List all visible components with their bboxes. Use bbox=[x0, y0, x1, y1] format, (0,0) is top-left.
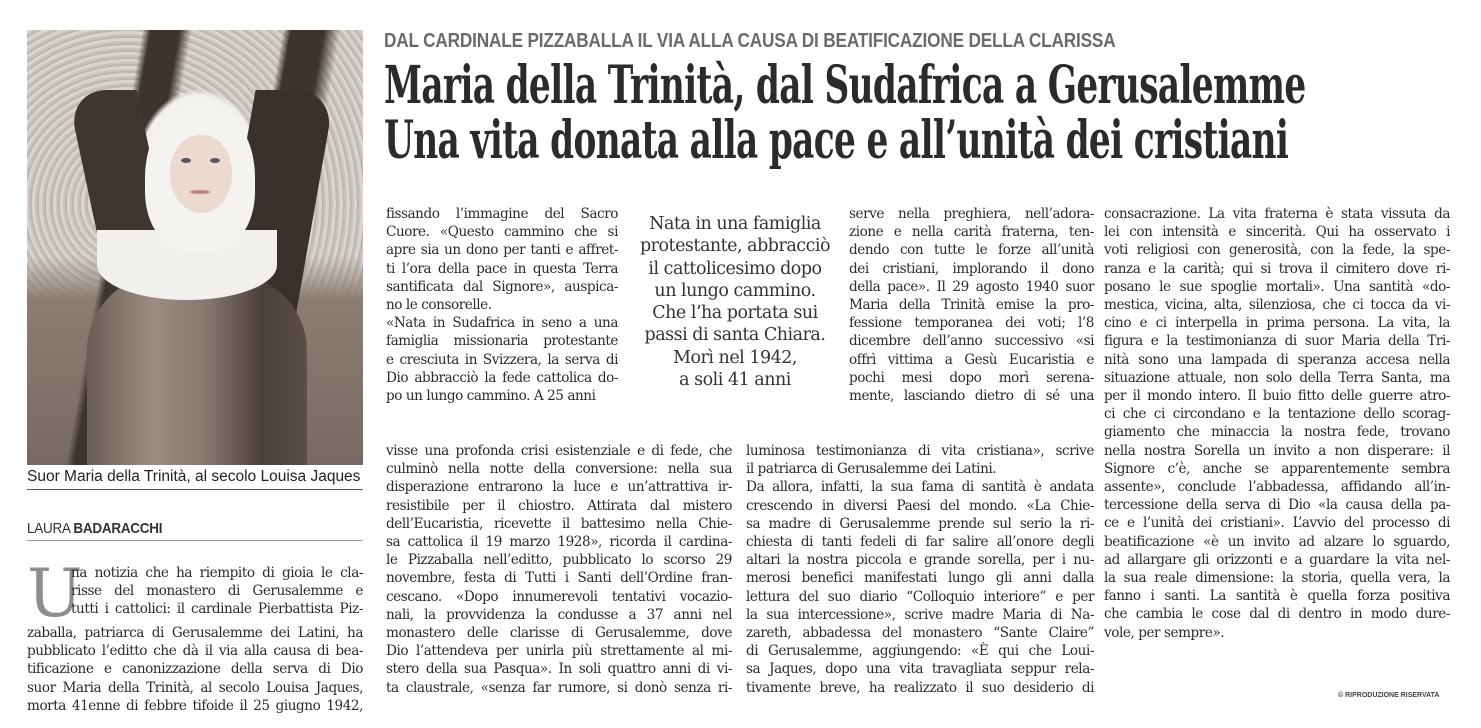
text-line: no le consorelle. bbox=[386, 297, 492, 314]
photo-caption: Suor Maria della Trinità, al secolo Louisa Jaques bbox=[27, 466, 363, 490]
text-line: nella nostra Sorella un invito a non disperare: il bbox=[1104, 442, 1450, 459]
text-line: merosi benefici manifestati lungo gli anni dalla bbox=[746, 570, 1094, 587]
text-line: il patriarca di Gerusalemme dei Latini. bbox=[746, 461, 997, 478]
text-line: dendo con tutte le forze all’unità bbox=[849, 242, 1094, 259]
text-line: disperazione entrarono la luce e un’attrattiva ir- bbox=[386, 479, 732, 496]
text-line: assente», conclude l’abbadessa, affidando all’in- bbox=[1104, 479, 1450, 496]
text-line: Cuore. «Questo cammino che si bbox=[386, 224, 618, 241]
photo-eye-left bbox=[181, 158, 191, 163]
pull-quote-line: Morì nel 1942, bbox=[673, 347, 797, 368]
text-line: nità sono una lampada di speranza accesa nella bbox=[1104, 351, 1450, 368]
text-line: tivamente breve, ha realizzato il suo desiderio di bbox=[746, 679, 1094, 696]
text-line: «Nata in Sudafrica in seno a una bbox=[386, 315, 618, 332]
drop-cap: U bbox=[27, 555, 83, 632]
text-line: santificata dal Signore», auspica- bbox=[386, 278, 618, 295]
text-line: consacrazione. La vita fraterna è stata vissuta da bbox=[1104, 206, 1450, 222]
photo-face bbox=[170, 135, 232, 213]
text-line: fessione temporanea dei voti; l’8 bbox=[849, 315, 1094, 332]
text-line: la sua reale dimensione: la storia, quella vera, la bbox=[1104, 570, 1450, 587]
text-line: che cambia le cose dal di dentro in modo dure- bbox=[1104, 606, 1450, 623]
text-line: visse una profonda crisi esistenziale e di fede, che bbox=[386, 443, 732, 459]
text-line: lei con intensità e sincerità. Qui ha osservato i bbox=[1104, 224, 1450, 241]
text-line: della pace». Il 29 agosto 1940 suor bbox=[849, 278, 1094, 295]
text-line: serve nella preghiera, nell’adora- bbox=[849, 206, 1094, 222]
text-line: resistibile per il chiostro. Attirata dal mistero bbox=[386, 497, 732, 514]
text-line: famiglia missionaria protestante bbox=[386, 333, 618, 350]
text-line: voti religiosi con generosità, con la fede, la spe- bbox=[1104, 242, 1450, 259]
text-line: vole, per sempre». bbox=[1104, 624, 1225, 641]
text-line: apre sia un dono per tanti e affret- bbox=[386, 242, 618, 259]
headline bbox=[384, 55, 1306, 171]
text-line: sa Jaques, dopo una vita travagliata seppur rela- bbox=[746, 661, 1094, 678]
text-line: le Pizzaballa nell’editto, pubblicato lo scorso 29 bbox=[386, 552, 732, 569]
pull-quote-line: un lungo cammino. bbox=[654, 280, 816, 301]
text-line: pubblicato l’editto che dà il via alla causa di bea- bbox=[27, 643, 363, 660]
text-line: zaballa, patriarca di Gerusalemme dei Latini, ha bbox=[27, 625, 363, 641]
portrait-photo bbox=[27, 30, 363, 465]
text-line: zione e nella carità fraterna, ten- bbox=[849, 224, 1094, 241]
text-line: dicembre dell’anno successivo «si bbox=[849, 333, 1094, 350]
text-line: na notizia che ha riempito di gioia le cla- bbox=[71, 565, 363, 581]
text-line: ti l’ora della pace in questa Terra bbox=[386, 260, 618, 277]
text-line: dell’Eucaristia, ricevette il battesimo nella Chie- bbox=[386, 515, 732, 532]
text-line: luminosa testimonianza di vita cristiana», scrive bbox=[746, 443, 1094, 459]
text-line: figura e la testimonianza di suor Maria della Tri- bbox=[1104, 333, 1450, 350]
text-line: offrì vittima a Gesù Eucaristia e bbox=[849, 351, 1094, 368]
text-line: risse del monastero di Gerusalemme e bbox=[71, 583, 363, 600]
text-line: Dio abbracciò la fede cattolica do- bbox=[386, 369, 618, 386]
text-line: ranza e la carità; qui si trova il cimitero dove ri- bbox=[1104, 260, 1450, 277]
body-column-3-top bbox=[849, 205, 1094, 405]
text-line: ta claustrale, «senza far rumore, si donò senza ri- bbox=[386, 679, 732, 696]
text-line: suor Maria della Trinità, al secolo Louisa Jaques, bbox=[27, 679, 363, 696]
pull-quote bbox=[615, 213, 855, 391]
text-line: situazione attuale, non solo della Terra Santa, ma bbox=[1104, 369, 1450, 386]
text-line: cescano. «Dopo innumerevoli tentativi vocazio- bbox=[386, 588, 732, 605]
copyright-notice: © RIPRODUZIONE RISERVATA bbox=[1338, 692, 1440, 699]
pull-quote-line: Che l’ha portata sui bbox=[652, 303, 818, 324]
text-line: sa madre di Gerusalemme prende sul serio la ri- bbox=[746, 515, 1094, 532]
text-line: sa cattolica il 19 marzo 1928», ricorda il cardina- bbox=[386, 534, 732, 551]
text-line: crescendo in diversi Paesi del mondo. «La Chie- bbox=[746, 497, 1094, 514]
text-line: fissando l’immagine del Sacro bbox=[386, 206, 618, 222]
text-line: per il mondo intero. Il buio fitto delle guerre atro- bbox=[1104, 388, 1450, 405]
text-line: ci che ci circondano e la tentazione dello scorag- bbox=[1104, 406, 1450, 423]
body-column-1 bbox=[27, 555, 363, 715]
body-column-4 bbox=[1104, 205, 1450, 642]
byline bbox=[27, 520, 363, 541]
pull-quote-line: protestante, abbracciò bbox=[639, 236, 831, 257]
text-line: chiesta di tanti fedeli di far salire all’onore degli bbox=[746, 534, 1094, 551]
body-column-3-bottom bbox=[746, 442, 1094, 697]
text-line: altari la nostra piccola e grande sorella, per i nu- bbox=[746, 552, 1094, 569]
text-line: tificazione e canonizzazione della serva di Dio bbox=[27, 661, 363, 678]
text-line: culminò nella notte della conversione: nella sua bbox=[386, 461, 732, 478]
text-line: novembre, festa di Tutti i Santi dell’Ordine fran- bbox=[386, 570, 732, 587]
kicker: DAL CARDINALE PIZZABALLA IL VIA ALLA CAUSA DI BEATIFICAZIONE DELLA CLARISSA bbox=[384, 30, 1116, 52]
photo-eye-right bbox=[210, 158, 220, 163]
text-line: dei cristiani, implorando il dono bbox=[849, 260, 1094, 277]
text-line: monastero delle clarisse di Gerusalemme, dove bbox=[386, 625, 732, 642]
text-line: giamento che minaccia la nostra fede, trovano bbox=[1104, 424, 1450, 441]
text-line: Da allora, infatti, la sua fama di santità è andata bbox=[746, 479, 1094, 496]
text-line: Dio l’attendeva per unirla più strettamente al mi- bbox=[386, 643, 732, 660]
text-line: ce e l’unità dei cristiani». L’avvio del processo di bbox=[1104, 515, 1450, 532]
byline-first-name: LAURA bbox=[27, 520, 70, 537]
text-line: zareth, abbadessa del monastero “Sante Claire” bbox=[746, 625, 1094, 642]
headline-line-2: Una vita donata alla pace e all’unità dei cristiani bbox=[384, 110, 1289, 171]
text-line: pochi mesi dopo morì serena- bbox=[849, 369, 1094, 386]
pull-quote-line: il cattolicesimo dopo bbox=[648, 258, 822, 279]
text-line: mente, lasciando dietro di sé una bbox=[849, 388, 1094, 405]
pull-quote-line: Nata in una famiglia bbox=[649, 214, 821, 234]
text-line: Maria della Trinità emise la pro- bbox=[849, 297, 1094, 314]
text-line: beatificazione «è un invito ad alzare lo sguardo, bbox=[1104, 533, 1450, 550]
text-line: e cresciuta in Svizzera, la serva di bbox=[386, 351, 618, 368]
text-line: nali, la provvidenza la condusse a 37 anni nel bbox=[386, 606, 732, 623]
text-line: cino e ci interpella in prima persona. La vita, la bbox=[1104, 315, 1450, 332]
pull-quote-line: passi di santa Chiara. bbox=[644, 325, 826, 346]
text-line: mestica, vicina, alta, silenziosa, che ci tocca da vi- bbox=[1104, 297, 1450, 314]
text-line: tutti i cattolici: il cardinale Pierbattista Piz- bbox=[71, 601, 363, 618]
text-line: di Gerusalemme, aggiungendo: «È qui che Loui- bbox=[746, 643, 1094, 660]
photo-mouth bbox=[190, 190, 210, 194]
byline-surname: BADARACCHI bbox=[73, 520, 163, 537]
text-line: stero della sua Pasqua». In soli quattro anni di vi- bbox=[386, 661, 732, 678]
body-column-2-bottom bbox=[386, 442, 732, 697]
headline-line-1: Maria della Trinità, dal Sudafrica a Gerusalemme bbox=[384, 55, 1306, 116]
text-line: posano le sue spoglie mortali». Una santità «do- bbox=[1104, 278, 1450, 295]
text-line: ad allargare gli orizzonti e a guardare la vita nel- bbox=[1104, 551, 1450, 568]
text-line: Signore c’è, anche se apparentemente sembra bbox=[1104, 460, 1450, 477]
text-line: po un lungo cammino. A 25 anni bbox=[386, 388, 596, 405]
pull-quote-line: a soli 41 anni bbox=[679, 370, 791, 391]
body-column-2-top bbox=[386, 205, 618, 405]
text-line: la sua intercessione», scrive madre Maria di Na- bbox=[746, 606, 1094, 623]
text-line: morta 41enne di febbre tifoide il 25 giugno 1942, bbox=[27, 697, 363, 714]
text-line: lettura del suo diario “Colloquio interiore” e per bbox=[746, 588, 1094, 605]
text-line: fanno i santi. La santità è quella forza positiva bbox=[1104, 588, 1450, 605]
text-line: tercessione della serva di Dio «la causa della pa- bbox=[1104, 497, 1450, 514]
